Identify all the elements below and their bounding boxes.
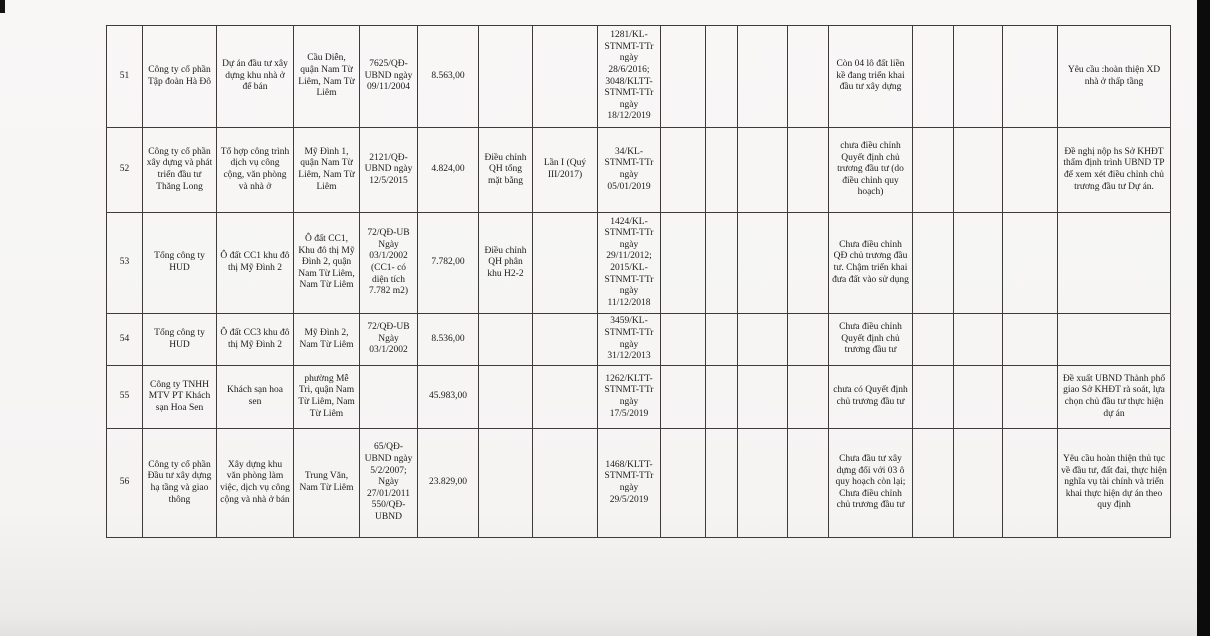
cell-col-13 [788, 429, 829, 538]
cell-conclusion-number: 34/KL-STNMT-TTr ngày 05/01/2019 [598, 128, 661, 213]
cell-planning-adjustment [479, 314, 533, 366]
cell-decision-number: 2121/QĐ-UBND ngày 12/5/2015 [360, 128, 418, 213]
cell-project-name: Tổ hợp công trình dịch vụ công cộng, văn phòng và nhà ở [217, 128, 294, 213]
cell-col-15 [913, 213, 954, 314]
table-row [107, 128, 1171, 213]
cell-col-16 [954, 366, 1003, 429]
cell-col-10 [661, 366, 706, 429]
cell-decision-number: 65/QĐ-UBND ngày 5/2/2007; Ngày 27/01/2011 550/QĐ-UBND [360, 429, 418, 538]
cell-status-note: Chưa điều chỉnh Quyết định chủ trương đầu tư [829, 314, 913, 366]
cell-col-15 [913, 314, 954, 366]
cell-status-note: Chưa điều chỉnh QĐ chủ trương đầu tư. Chậm triển khai đưa đất vào sử dụng [829, 213, 913, 314]
cell-conclusion-number: 3459/KL-STNMT-TTr ngày 31/12/2013 [598, 314, 661, 366]
cell-status-note: chưa điều chỉnh Quyết định chủ trương đầu tư (do điều chỉnh quy hoạch) [829, 128, 913, 213]
cell-col-11 [706, 366, 738, 429]
cell-col-11 [706, 26, 738, 128]
cell-recommendation: Đề nghị nộp hs Sở KHĐT thẩm định trình UBND TP để xem xét điều chỉnh chủ trương đầu tư Dự án. [1058, 128, 1171, 213]
cell-company-name: Tổng công ty HUD [143, 213, 217, 314]
cell-decision-number: 72/QĐ-UB Ngày 03/1/2002 (CC1- có diện tích 7.782 m2) [360, 213, 418, 314]
cell-conclusion-number: 1281/KL-STNMT-TTr ngày 28/6/2016; 3048/KLTT-STNMT-TTr ngày 18/12/2019 [598, 26, 661, 128]
cell-col-17 [1003, 26, 1058, 128]
cell-area: 45.983,00 [418, 366, 479, 429]
cell-decision-number: 7625/QĐ-UBND ngày 09/11/2004 [360, 26, 418, 128]
table-row [107, 26, 1171, 128]
cell-stt: 56 [107, 429, 143, 538]
cell-col-12 [738, 26, 788, 128]
cell-location: Mỹ Đình 2, Nam Từ Liêm [294, 314, 360, 366]
table-row [107, 213, 1171, 314]
cell-company-name: Tổng công ty HUD [143, 314, 217, 366]
table-row [107, 366, 1171, 429]
cell-col-17 [1003, 213, 1058, 314]
cell-project-name: Ô đất CC1 khu đô thị Mỹ Đình 2 [217, 213, 294, 314]
cell-inspection-round [533, 366, 598, 429]
cell-area: 8.563,00 [418, 26, 479, 128]
cell-col-10 [661, 213, 706, 314]
cell-col-15 [913, 429, 954, 538]
cell-project-name: Ô đất CC3 khu đô thị Mỹ Đình 2 [217, 314, 294, 366]
cell-inspection-round [533, 213, 598, 314]
cell-col-16 [954, 26, 1003, 128]
cell-col-13 [788, 213, 829, 314]
cell-col-11 [706, 128, 738, 213]
cell-stt: 52 [107, 128, 143, 213]
cell-col-11 [706, 314, 738, 366]
cell-stt: 54 [107, 314, 143, 366]
cell-col-16 [954, 314, 1003, 366]
cell-planning-adjustment: Điều chỉnh QH phân khu H2-2 [479, 213, 533, 314]
cell-col-11 [706, 429, 738, 538]
cell-status-note: chưa có Quyết định chủ trương đầu tư [829, 366, 913, 429]
cell-col-12 [738, 314, 788, 366]
cell-area: 4.824,00 [418, 128, 479, 213]
scan-edge-right [1197, 0, 1210, 636]
cell-inspection-round: Lần I (Quý III/2017) [533, 128, 598, 213]
cell-recommendation: Yêu cầu hoàn thiện thủ tục về đầu tư, đất đai, thực hiện nghĩa vụ tài chính và triển khai thực hiện dự án theo quy định [1058, 429, 1171, 538]
cell-area: 7.782,00 [418, 213, 479, 314]
cell-location: Cầu Diễn, quận Nam Từ Liêm, Nam Từ Liêm [294, 26, 360, 128]
cell-planning-adjustment: Điều chỉnh QH tổng mặt bằng [479, 128, 533, 213]
cell-col-10 [661, 429, 706, 538]
cell-planning-adjustment [479, 429, 533, 538]
cell-status-note: Còn 04 lô đất liền kề đang triển khai đầu tư xây dựng [829, 26, 913, 128]
cell-recommendation: Đề xuất UBND Thành phố giao Sở KHĐT rà soát, lựa chọn chủ đầu tư thực hiện dự án [1058, 366, 1171, 429]
cell-col-13 [788, 128, 829, 213]
cell-planning-adjustment [479, 26, 533, 128]
cell-col-16 [954, 429, 1003, 538]
cell-col-10 [661, 314, 706, 366]
cell-location: Ô đất CC1, Khu đô thị Mỹ Đình 2, quận Nam Từ Liêm, Nam Từ Liêm [294, 213, 360, 314]
cell-stt: 51 [107, 26, 143, 128]
cell-inspection-round [533, 26, 598, 128]
cell-col-17 [1003, 314, 1058, 366]
cell-stt: 55 [107, 366, 143, 429]
cell-company-name: Công ty cổ phần xây dựng và phát triển đầu tư Thăng Long [143, 128, 217, 213]
cell-col-11 [706, 213, 738, 314]
cell-conclusion-number: 1424/KL-STNMT-TTr ngày 29/11/2012; 2015/KL-STNMT-TTr ngày 11/12/2018 [598, 213, 661, 314]
cell-conclusion-number: 1468/KLTT-STNMT-TTr ngày 29/5/2019 [598, 429, 661, 538]
cell-area: 8.536,00 [418, 314, 479, 366]
cell-col-13 [788, 366, 829, 429]
cell-project-name: Dự án đầu tư xây dựng khu nhà ở để bán [217, 26, 294, 128]
cell-company-name: Công ty cổ phần Đầu tư xây dựng hạ tầng và giao thông [143, 429, 217, 538]
cell-conclusion-number: 1262/KLTT-STNMT-TTr ngày 17/5/2019 [598, 366, 661, 429]
cell-col-13 [788, 314, 829, 366]
cell-col-12 [738, 213, 788, 314]
cell-recommendation: Yêu cầu :hoàn thiện XD nhà ở thấp tầng [1058, 26, 1171, 128]
cell-col-17 [1003, 128, 1058, 213]
cell-area: 23.829,00 [418, 429, 479, 538]
cell-col-12 [738, 366, 788, 429]
cell-company-name: Công ty cổ phần Tập đoàn Hà Đô [143, 26, 217, 128]
cell-col-15 [913, 128, 954, 213]
cell-location: Trung Văn, Nam Từ Liêm [294, 429, 360, 538]
cell-company-name: Công ty TNHH MTV PT Khách sạn Hoa Sen [143, 366, 217, 429]
cell-recommendation [1058, 314, 1171, 366]
cell-col-13 [788, 26, 829, 128]
cell-col-10 [661, 128, 706, 213]
table-row [107, 314, 1171, 366]
cell-col-17 [1003, 366, 1058, 429]
scan-corner-mark [0, 0, 5, 13]
cell-decision-number [360, 366, 418, 429]
cell-col-15 [913, 366, 954, 429]
cell-col-12 [738, 429, 788, 538]
cell-location: Mỹ Đình 1, quận Nam Từ Liêm, Nam Từ Liêm [294, 128, 360, 213]
cell-decision-number: 72/QĐ-UB Ngày 03/1/2002 [360, 314, 418, 366]
cell-planning-adjustment [479, 366, 533, 429]
cell-project-name: Xây dựng khu văn phòng làm việc, dịch vụ công cộng và nhà ở bán [217, 429, 294, 538]
cell-col-17 [1003, 429, 1058, 538]
cell-recommendation [1058, 213, 1171, 314]
cell-location: phường Mễ Trì, quận Nam Từ Liêm, Nam Từ Liêm [294, 366, 360, 429]
table-row [107, 429, 1171, 538]
cell-status-note: Chưa đầu tư xây dựng đối với 03 ô quy hoạch còn lại; Chưa điều chỉnh chủ trương đầu tư [829, 429, 913, 538]
table-body [107, 26, 1171, 538]
land-projects-table [106, 25, 1171, 538]
cell-stt: 53 [107, 213, 143, 314]
cell-inspection-round [533, 429, 598, 538]
cell-col-10 [661, 26, 706, 128]
cell-col-16 [954, 128, 1003, 213]
cell-col-15 [913, 26, 954, 128]
cell-col-12 [738, 128, 788, 213]
cell-inspection-round [533, 314, 598, 366]
cell-col-16 [954, 213, 1003, 314]
cell-project-name: Khách sạn hoa sen [217, 366, 294, 429]
